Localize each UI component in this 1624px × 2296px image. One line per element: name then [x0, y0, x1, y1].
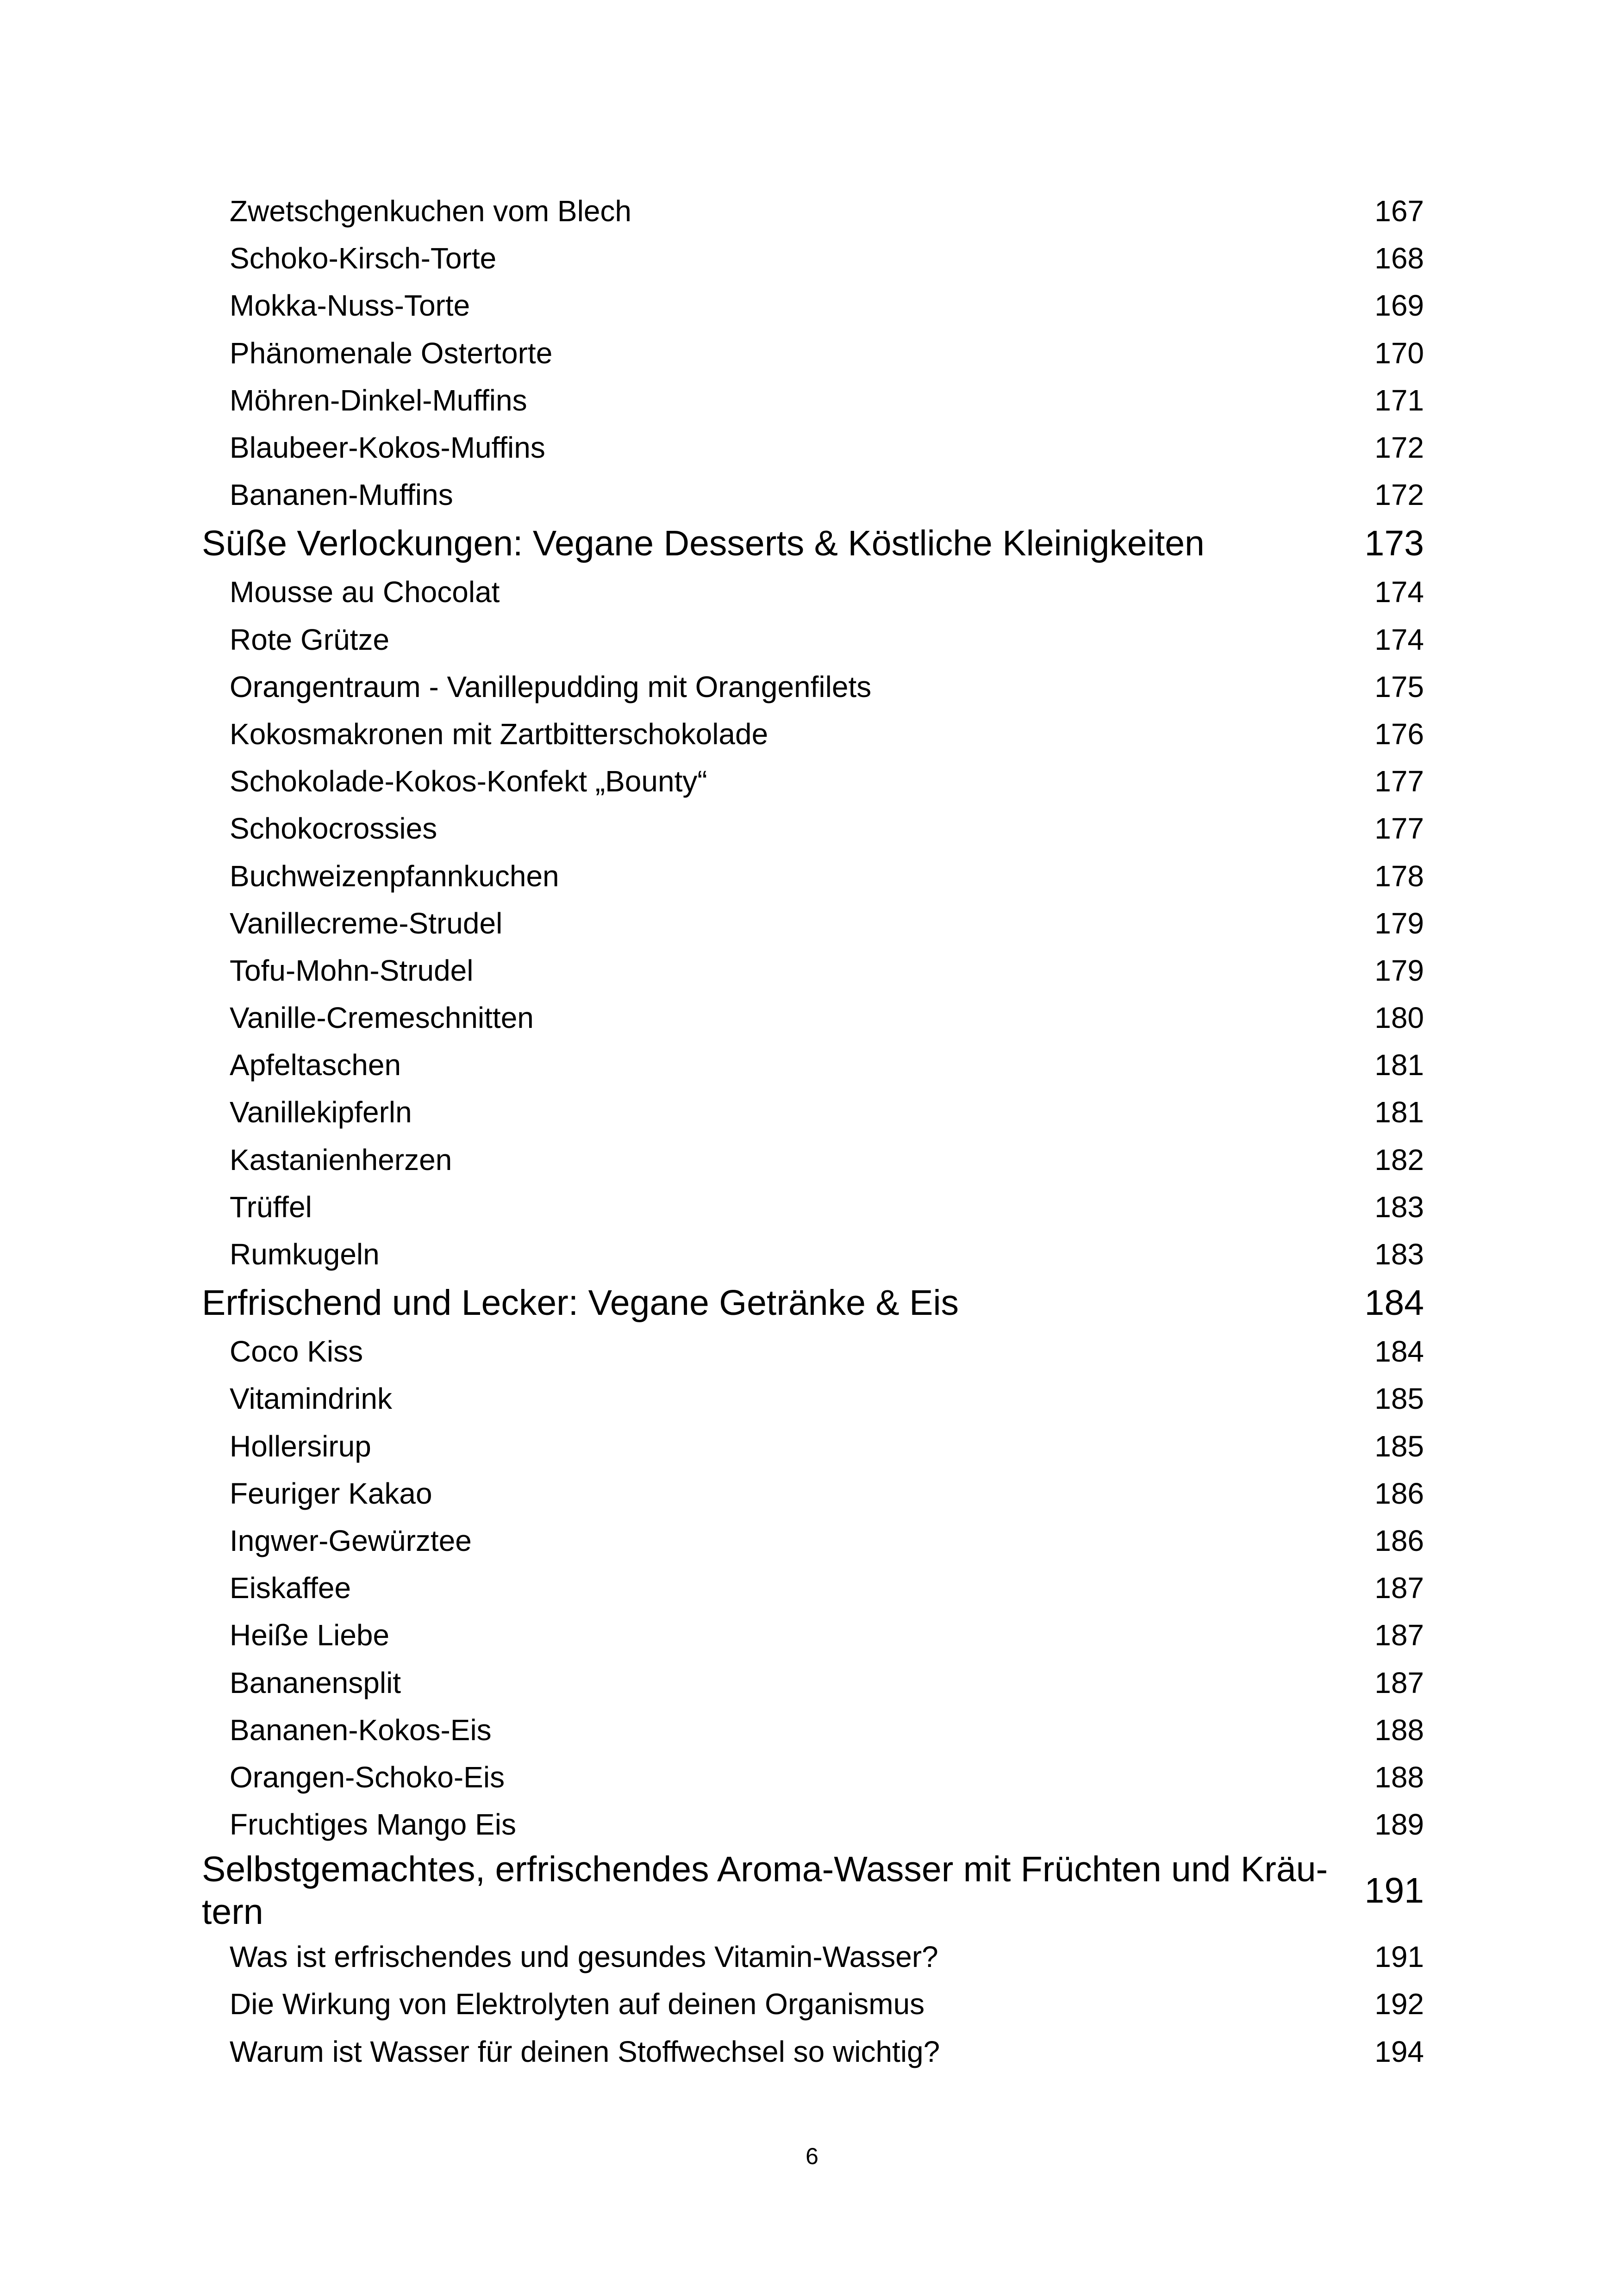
- toc-page-number: 192: [1374, 1987, 1424, 2021]
- toc-entry[interactable]: [202, 1564, 1424, 1612]
- toc-entry[interactable]: [202, 187, 1424, 235]
- toc-page-number: 188: [1374, 1713, 1424, 1747]
- toc-entry[interactable]: [202, 424, 1424, 471]
- toc-entry-title: Die Wirkung von Elektrolyten auf deinen Organismus: [230, 1987, 925, 2021]
- toc-entry-title: Schokocrossies: [230, 812, 437, 846]
- toc-entry[interactable]: [202, 1328, 1424, 1375]
- toc-page-number: 191: [1364, 1871, 1424, 1911]
- toc-entry[interactable]: [202, 1423, 1424, 1470]
- toc-entry[interactable]: [202, 1754, 1424, 1801]
- toc-page-number: 187: [1374, 1666, 1424, 1699]
- toc-section-heading[interactable]: [202, 518, 1424, 568]
- toc-page-number: 186: [1374, 1476, 1424, 1510]
- toc-entry[interactable]: [202, 1041, 1424, 1089]
- toc-entry-title: Bananen-Muffins: [230, 478, 453, 512]
- toc-page-number: 179: [1374, 953, 1424, 987]
- toc-entry[interactable]: [202, 947, 1424, 994]
- toc-page-number: 172: [1374, 478, 1424, 512]
- toc-section-title: Süße Verlockungen: Vegane Desserts & Köstliche Kleinigkeiten: [202, 523, 1205, 563]
- toc-entry[interactable]: [202, 330, 1424, 377]
- toc-entry-title: Apfeltaschen: [230, 1048, 401, 1082]
- toc-entry[interactable]: [202, 1136, 1424, 1183]
- toc-page-number: 187: [1374, 1618, 1424, 1652]
- toc-entry[interactable]: [202, 805, 1424, 852]
- toc-section-title: Selbstgemachtes, erfrischendes Aroma-Wasser mit Früchten und Kräu- tern: [202, 1849, 1328, 1932]
- toc-entry[interactable]: [202, 1659, 1424, 1706]
- toc-entry-title: Schoko-Kirsch-Torte: [230, 242, 497, 275]
- toc-page-number: 187: [1374, 1571, 1424, 1605]
- toc-entry-title: Vitamindrink: [230, 1382, 392, 1416]
- toc-page-number: 177: [1374, 812, 1424, 846]
- toc-entry-title: Zwetschgenkuchen vom Blech: [230, 194, 631, 228]
- toc-entry-title: Feuriger Kakao: [230, 1476, 432, 1510]
- toc-entry-title: Rote Grütze: [230, 622, 390, 656]
- toc-entry[interactable]: [202, 616, 1424, 663]
- toc-page-number: 169: [1374, 289, 1424, 323]
- toc-page-number: 186: [1374, 1524, 1424, 1557]
- toc-page-number: 189: [1374, 1808, 1424, 1842]
- toc-page-number: 181: [1374, 1095, 1424, 1129]
- toc-entry-title: Buchweizenpfannkuchen: [230, 859, 559, 893]
- toc-page-number: 172: [1374, 431, 1424, 465]
- toc-entry-title: Trüffel: [230, 1190, 312, 1224]
- toc-entry[interactable]: [202, 758, 1424, 805]
- toc-entry-title: Hollersirup: [230, 1429, 371, 1463]
- toc-entry-title: Ingwer-Gewürztee: [230, 1524, 472, 1557]
- toc-entry[interactable]: [202, 994, 1424, 1041]
- toc-page-number: 185: [1374, 1382, 1424, 1416]
- toc-entry-title: Mokka-Nuss-Torte: [230, 289, 470, 323]
- toc-page-number: 174: [1374, 575, 1424, 609]
- toc-entry-title: Was ist erfrischendes und gesundes Vitamin-Wasser?: [230, 1940, 938, 1974]
- toc-entry[interactable]: [202, 1231, 1424, 1278]
- toc-page-number: 183: [1374, 1190, 1424, 1224]
- toc-page-number: 182: [1374, 1143, 1424, 1176]
- toc-entry-title: Möhren-Dinkel-Muffins: [230, 383, 527, 417]
- toc-entry[interactable]: [202, 2028, 1424, 2075]
- toc-page-number: 173: [1364, 523, 1424, 563]
- toc-entry[interactable]: [202, 1933, 1424, 1980]
- toc-entry[interactable]: [202, 663, 1424, 710]
- toc-entry[interactable]: [202, 710, 1424, 758]
- toc-entry-title: Tofu-Mohn-Strudel: [230, 953, 474, 987]
- toc-entry[interactable]: [202, 1089, 1424, 1136]
- toc-page-number: 176: [1374, 717, 1424, 751]
- toc-page-number: 183: [1374, 1238, 1424, 1271]
- toc-page-number: 184: [1374, 1335, 1424, 1369]
- toc-entry[interactable]: [202, 377, 1424, 424]
- toc-page-number: 170: [1374, 336, 1424, 370]
- toc-page-number: 188: [1374, 1760, 1424, 1794]
- toc-entry[interactable]: [202, 471, 1424, 518]
- toc-page-number: 168: [1374, 242, 1424, 275]
- toc-entry[interactable]: [202, 568, 1424, 616]
- toc-entry-title: Blaubeer-Kokos-Muffins: [230, 431, 545, 465]
- toc-entry-title: Rumkugeln: [230, 1238, 380, 1271]
- page-number: 6: [806, 2143, 818, 2169]
- toc-entry[interactable]: [202, 1612, 1424, 1659]
- toc-entry[interactable]: [202, 1517, 1424, 1564]
- toc-section-title: Erfrischend und Lecker: Vegane Getränke & Eis: [202, 1282, 959, 1323]
- toc-entry-title: Vanillecreme-Strudel: [230, 906, 503, 940]
- toc-entry-title: Coco Kiss: [230, 1335, 363, 1369]
- toc-page-number: 191: [1374, 1940, 1424, 1974]
- toc-entry-title: Vanillekipferln: [230, 1095, 412, 1129]
- toc-entry[interactable]: [202, 1183, 1424, 1231]
- toc-page-number: 184: [1364, 1282, 1424, 1323]
- toc-page-number: 180: [1374, 1001, 1424, 1035]
- toc-entry-title: Vanille-Cremeschnitten: [230, 1001, 534, 1035]
- toc-page-number: 175: [1374, 670, 1424, 703]
- toc-entry-title: Orangentraum - Vanillepudding mit Orangenfilets: [230, 670, 872, 703]
- toc-entry[interactable]: [202, 1706, 1424, 1754]
- table-of-contents: [202, 187, 1424, 2075]
- toc-page-number: 194: [1374, 2035, 1424, 2068]
- toc-entry-title: Orangen-Schoko-Eis: [230, 1760, 505, 1794]
- toc-entry-title: Heiße Liebe: [230, 1618, 390, 1652]
- toc-entry-title: Bananen-Kokos-Eis: [230, 1713, 492, 1747]
- toc-entry[interactable]: [202, 1801, 1424, 1848]
- toc-section-heading[interactable]: [202, 1848, 1424, 1933]
- toc-entry-title: Kastanienherzen: [230, 1143, 452, 1176]
- toc-entry-title: Mousse au Chocolat: [230, 575, 500, 609]
- toc-entry-title: Fruchtiges Mango Eis: [230, 1808, 516, 1842]
- toc-page-number: 171: [1374, 383, 1424, 417]
- toc-entry[interactable]: [202, 235, 1424, 282]
- toc-page-number: 167: [1374, 194, 1424, 228]
- toc-entry[interactable]: [202, 852, 1424, 899]
- toc-page-number: 185: [1374, 1429, 1424, 1463]
- toc-entry[interactable]: [202, 1470, 1424, 1517]
- toc-entry-title: Warum ist Wasser für deinen Stoffwechsel so wichtig?: [230, 2035, 940, 2068]
- toc-page-number: 179: [1374, 906, 1424, 940]
- toc-page-number: 177: [1374, 765, 1424, 798]
- toc-entry[interactable]: [202, 282, 1424, 329]
- toc-entry-title: Schokolade-Kokos-Konfekt „Bounty“: [230, 765, 707, 798]
- toc-entry[interactable]: [202, 1980, 1424, 2028]
- toc-page-number: 174: [1374, 622, 1424, 656]
- toc-entry[interactable]: [202, 900, 1424, 947]
- toc-entry-title: Phänomenale Ostertorte: [230, 336, 553, 370]
- toc-page-number: 181: [1374, 1048, 1424, 1082]
- toc-entry-title: Kokosmakronen mit Zartbitterschokolade: [230, 717, 768, 751]
- toc-entry[interactable]: [202, 1375, 1424, 1422]
- toc-page-number: 178: [1374, 859, 1424, 893]
- toc-entry-title: Bananensplit: [230, 1666, 401, 1699]
- toc-entry-title: Eiskaffee: [230, 1571, 351, 1605]
- toc-section-heading[interactable]: [202, 1278, 1424, 1328]
